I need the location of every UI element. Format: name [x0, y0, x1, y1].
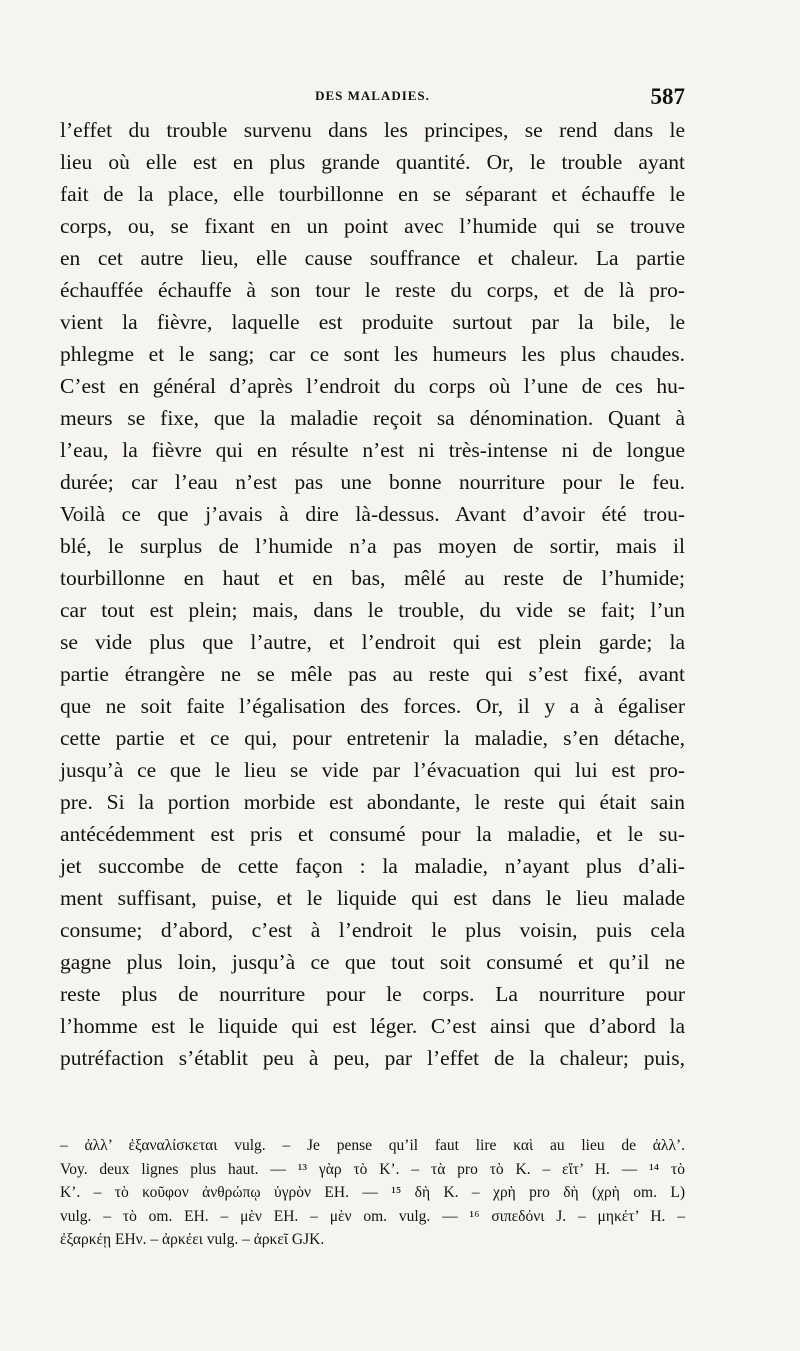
text-line: car tout est plein; mais, dans le trouble, du vide se fait; l’un	[60, 598, 685, 622]
text-line: se vide plus que l’autre, et l’endroit qui est plein garde; la	[60, 630, 685, 654]
text-line: ment suffisant, puise, et le liquide qui est dans le lieu malade	[60, 886, 685, 910]
text-line: lieu où elle est en plus grande quantité. Or, le trouble ayant	[60, 150, 685, 174]
footnote-line: vulg. – τὸ om. EH. – μὲν EH. – μὲν om. vulg. — ¹⁶ σιπεδόνι J. – μηκέτ’ H. –	[60, 1207, 685, 1225]
text-line: fait de la place, elle tourbillonne en se séparant et échauffe le	[60, 182, 685, 206]
text-line: l’eau, la fièvre qui en résulte n’est ni très-intense ni de longue	[60, 438, 685, 462]
text-line: corps, ou, se fixant en un point avec l’humide qui se trouve	[60, 214, 685, 238]
text-line: Voilà ce que j’avais à dire là-dessus. Avant d’avoir été trou-	[60, 502, 685, 526]
text-line: putréfaction s’établit peu à peu, par l’effet de la chaleur; puis,	[60, 1046, 685, 1070]
running-head	[60, 84, 685, 112]
text-line: C’est en général d’après l’endroit du corps où l’une de ces hu-	[60, 374, 685, 398]
text-line: gagne plus loin, jusqu’à ce que tout soit consumé et qu’il ne	[60, 950, 685, 974]
text-line: cette partie et ce qui, pour entretenir la maladie, s’en détache,	[60, 726, 685, 750]
text-line: pre. Si la portion morbide est abondante, le reste qui était sain	[60, 790, 685, 814]
text-line: reste plus de nourriture pour le corps. La nourriture pour	[60, 982, 685, 1006]
footnote-line: K’. – τὸ κοῦφον ἀνθρώπῳ ὑγρὸν EH. — ¹⁵ δὴ K. – χρὴ pro δὴ (χρὴ om. L)	[60, 1184, 685, 1201]
text-line: consume; d’abord, c’est à l’endroit le plus voisin, puis cela	[60, 918, 685, 942]
footnote-line: – ἀλλ’ ἐξαναλίσκεται vulg. – Je pense qu’il faut lire καὶ au lieu de ἀλλ’.	[60, 1137, 685, 1154]
text-line: jusqu’à ce que le lieu se vide par l’évacuation qui lui est pro-	[60, 758, 685, 782]
text-line: durée; car l’eau n’est pas une bonne nourriture pour le feu.	[60, 470, 685, 494]
page-number: 587	[650, 84, 685, 109]
text-line: que ne soit faite l’égalisation des forces. Or, il y a à égaliser	[60, 694, 685, 718]
text-line: meurs se fixe, que la maladie reçoit sa dénomination. Quant à	[60, 406, 685, 430]
text-line: blé, le surplus de l’humide n’a pas moyen de sortir, mais il	[60, 534, 685, 558]
text-line: antécédemment est pris et consumé pour la maladie, et le su-	[60, 822, 685, 846]
body-text	[60, 114, 685, 1074]
text-line: en cet autre lieu, elle cause souffrance et chaleur. La partie	[60, 246, 685, 270]
footnotes	[60, 1134, 685, 1252]
text-line: l’effet du trouble survenu dans les principes, se rend dans le	[60, 118, 685, 142]
text-line: jet succombe de cette façon : la maladie, n’ayant plus d’ali-	[60, 854, 685, 878]
text-line: échauffée échauffe à son tour le reste du corps, et de là pro-	[60, 278, 685, 302]
footnote-line: Voy. deux lignes plus haut. — ¹³ γὰρ τὸ K’. – τὰ pro τὸ K. – εἴτ’ H. — ¹⁴ τὸ	[60, 1160, 685, 1178]
text-line: l’homme est le liquide qui est léger. C’est ainsi que d’abord la	[60, 1014, 685, 1038]
text-line: partie étrangère ne se mêle pas au reste qui s’est fixé, avant	[60, 662, 685, 686]
text-line: tourbillonne en haut et en bas, mêlé au reste de l’humide;	[60, 566, 685, 590]
footnote-line: ἐξαρκέῃ EHν. – ἀρκέει vulg. – ἀρκεῖ GJK.	[60, 1231, 325, 1248]
running-title: DES MALADIES.	[315, 88, 430, 103]
text-line: vient la fièvre, laquelle est produite surtout par la bile, le	[60, 310, 685, 334]
text-line: phlegme et le sang; car ce sont les humeurs les plus chaudes.	[60, 342, 685, 366]
